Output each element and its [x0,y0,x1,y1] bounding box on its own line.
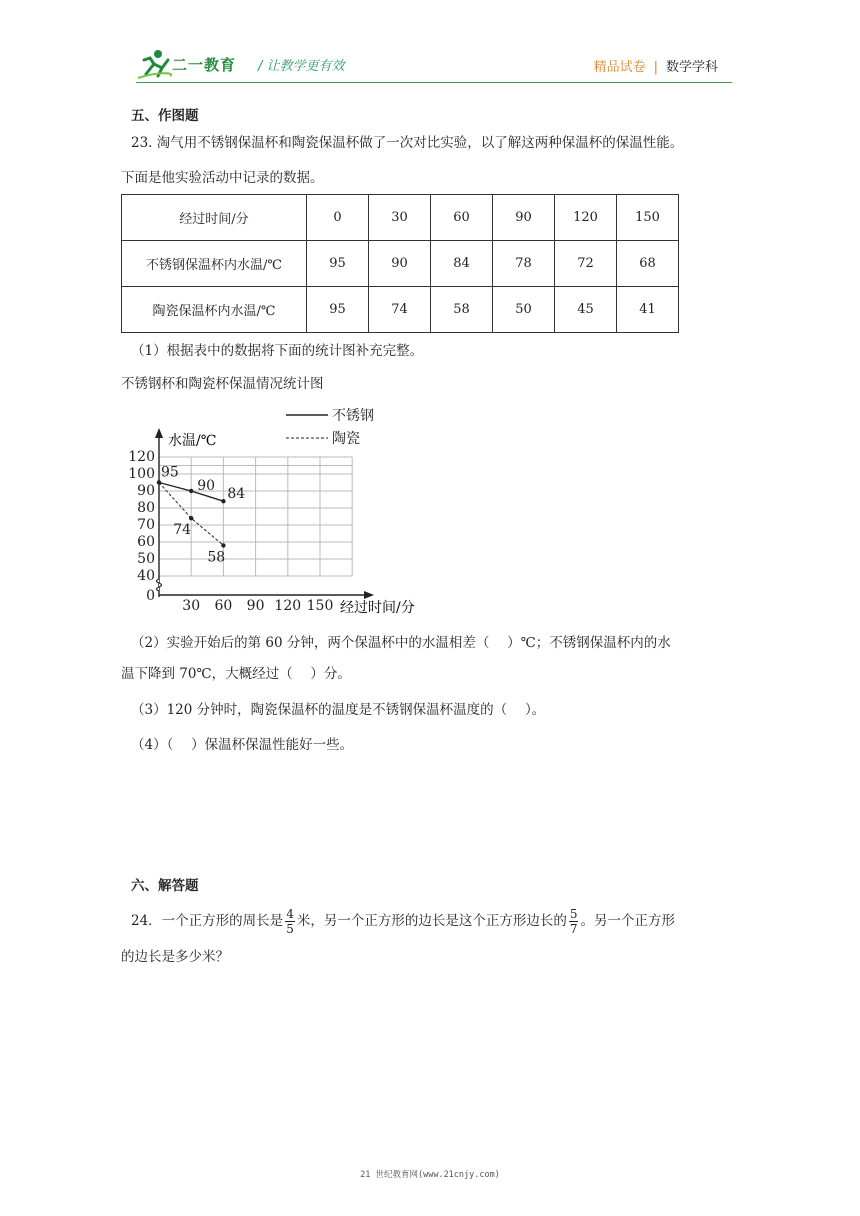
y-tick-label: 120 [128,449,155,465]
fraction-five-sevenths [569,907,579,936]
chart-legend [286,408,374,447]
table-cell: 95 [307,241,369,287]
legend-label: 不锈钢 [332,408,374,424]
table-cell: 58 [431,287,493,333]
x-tick-label: 90 [246,598,265,614]
x-tick-label: 120 [274,598,302,614]
table-cell: 90 [493,195,555,241]
x-tick-label: 60 [214,598,233,614]
table-cell: 74 [369,287,431,333]
data-label: 95 [161,464,179,481]
table-cell: 41 [617,287,679,333]
y-tick-label: 90 [137,483,155,499]
fraction-numerator: 4 [286,907,294,921]
table-cell: 60 [431,195,493,241]
q24-line2: 的边长是多少米？ [121,949,229,965]
data-point [221,499,225,503]
data-label: 90 [197,478,216,494]
table-cell: 不锈钢保温杯内水温/℃ [122,241,307,287]
chart-grid [159,457,352,576]
y-tick-label: 0 [146,588,155,604]
q23-line1: 23. 淘气用不锈钢保温杯和陶瓷保温杯做了一次对比实验，以了解这两种保温杯的保温性能。 [131,135,684,151]
y-tick-label: 100 [128,466,155,482]
table-row [122,241,679,287]
q4-text: （4）（ ）保温杯保温性能好一些。 [131,737,354,753]
table-row [122,195,679,241]
header-subject [594,56,718,75]
q3-text: （3）120 分钟时，陶瓷保温杯的温度是不锈钢保温杯温度的（ ）。 [131,702,546,718]
data-table [121,194,679,333]
data-label: 58 [207,549,226,566]
q1-text: （1）根据表中的数据将下面的统计图补充完整。 [131,343,424,359]
header-label-a: 精品试卷 [593,60,646,75]
data-point [221,543,225,547]
x-axis-arrow [364,591,374,599]
fraction-denominator: 7 [569,922,578,936]
table-cell: 72 [555,241,617,287]
data-point [189,489,193,493]
table-cell: 68 [617,241,679,287]
y-tick-label: 70 [137,517,155,533]
y-axis-label: 水温/℃ [168,433,217,449]
q24-line1 [131,904,675,938]
q24-text-a: 24．一个正方形的周长是 [131,913,284,929]
table-cell: 78 [493,241,555,287]
data-label: 74 [173,522,192,539]
q2-line1: （2）实验开始后的第 60 分钟，两个保温杯中的水温相差（ ）℃；不锈钢保温杯内的水 [131,635,671,651]
q2-line2: 温下降到 70℃，大概经过（ ）分。 [121,666,351,682]
fraction-numerator: 5 [569,907,578,921]
data-label: 84 [227,486,246,503]
data-point [157,480,161,484]
y-tick-label: 80 [137,500,155,516]
axis-break [157,579,162,591]
x-tick-label: 150 [306,598,334,614]
fraction-denominator: 5 [286,922,294,936]
table-cell: 陶瓷保温杯内水温/℃ [122,287,307,333]
table-cell: 120 [555,195,617,241]
q24-text-b: 米，另一个正方形的边长是这个正方形边长的 [296,913,567,929]
slogan: / 让教学更有效 [258,59,345,74]
y-tick-label: 50 [137,551,155,567]
data-point [189,516,193,520]
chart-series [157,465,246,566]
table-cell: 84 [431,241,493,287]
logo-text: 二一教育 [172,56,237,74]
header-label-b: 数学学科 [665,60,718,75]
chart-caption: 不锈钢杯和陶瓷杯保温情况统计图 [121,376,324,392]
table-cell: 50 [493,287,555,333]
table-cell: 30 [369,195,431,241]
page-header [0,0,860,90]
table-cell: 90 [369,241,431,287]
x-tick-label: 30 [182,598,201,614]
table-cell: 95 [307,287,369,333]
section5-title: 五、作图题 [131,108,199,124]
section6-title: 六、解答题 [131,878,199,894]
chart-axes [155,428,374,599]
header-separator: | [653,60,658,75]
y-axis-arrow [155,428,163,438]
table-row [122,287,679,333]
legend-label: 陶瓷 [332,431,360,447]
table-cell: 150 [617,195,679,241]
page-footer: 21 世纪教育网(www.21cnjy.com) [360,1170,500,1180]
table-cell: 经过时间/分 [122,195,307,241]
table-cell: 0 [307,195,369,241]
q23-line2: 下面是他实验活动中记录的数据。 [121,170,324,186]
fraction-four-fifths [285,907,295,936]
header-divider [136,82,732,83]
y-tick-label: 40 [137,568,155,584]
x-axis-label: 经过时间/分 [340,600,415,616]
y-tick-label: 60 [137,534,155,550]
table-cell: 45 [555,287,617,333]
q24-text-c: 。另一个正方形 [580,913,675,929]
line-chart [120,400,440,625]
